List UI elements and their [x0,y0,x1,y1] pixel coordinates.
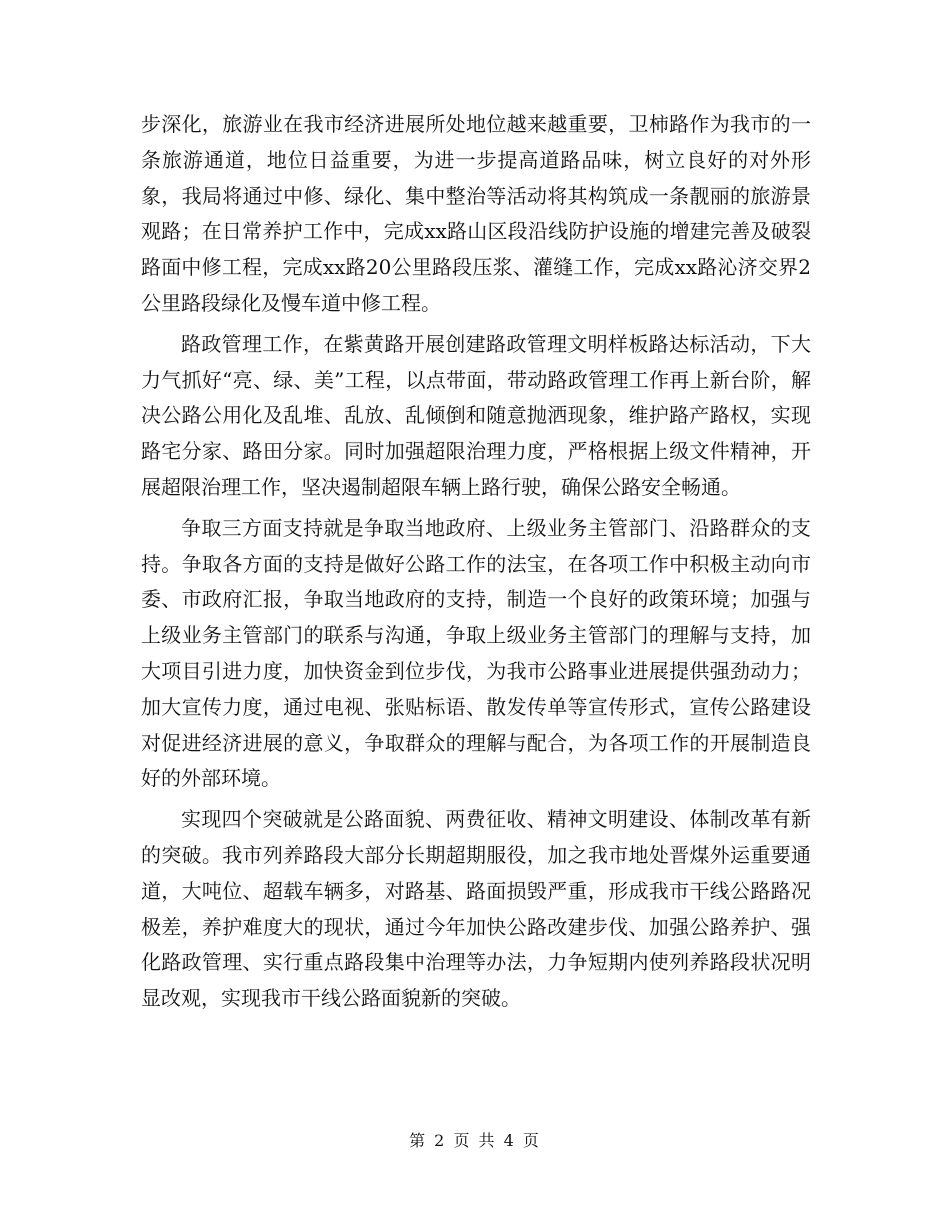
page-footer [0,1128,950,1151]
paragraph-three-supports: 争取三方面支持就是争取当地政府、上级业务主管部门、沿路群众的支持。争取各方面的支持是做好公路工作的法宝，在各项工作中积极主动向市委、市政府汇报，争取当地政府的支持，制造一个良好的政策环境；加强与上级业务主管部门的联系与沟通，争取上级业务主管部门的理解与支持，加大项目引进力度，加快资金到位步伐，为我市公路事业进展提供强劲动力；加大宣传力度，通过电视、张贴标语、散发传单等宣传形式，宣传公路建设对促进经济进展的意义，争取群众的理解与配合，为各项工作的开展制造良好的外部环境。 [141,515,811,791]
paragraph-road-administration: 路政管理工作，在紫黄路开展创建路政管理文明样板路达标活动，下大力气抓好“亮、绿、美”工程，以点带面，带动路政管理工作再上新台阶，解决公路公用化及乱堆、乱放、乱倾倒和随意抛洒现象，维护路产路权，实现路宅分家、路田分家。同时加强超限治理力度，严格根据上级文件精神，开展超限治理工作，坚决遏制超限车辆上路行驶，确保公路安全畅通。 [141,331,811,499]
page-number-label: 第 2 页 共 4 页 [409,1131,541,1150]
document-body [141,107,811,1022]
paragraph-continuation: 步深化，旅游业在我市经济进展所处地位越来越重要，卫柿路作为我市的一条旅游通道，地位日益重要，为进一步提高道路品味，树立良好的对外形象，我局将通过中修、绿化、集中整治等活动将其构筑成一条靓丽的旅游景观路；在日常养护工作中，完成xx路山区段沿线防护设施的增建完善及破裂路面中修工程，完成xx路20公里路段压浆、灌缝工作，完成xx路沁济交界2公里路段绿化及慢车道中修工程。 [141,112,811,315]
paragraph-four-breakthroughs: 实现四个突破就是公路面貌、两费征收、精神文明建设、体制改革有新的突破。我市列养路段大部分长期超期服役，加之我市地处晋煤外运重要通道，大吨位、超载车辆多，对路基、路面损毁严重，形成我市干线公路路况极差，养护难度大的现状，通过今年加快公路改建步伐、加强公路养护、强化路政管理、实行重点路段集中治理等办法，力争短期内使列养路段状况明显改观，实现我市干线公路面貌新的突破。 [141,807,811,1011]
